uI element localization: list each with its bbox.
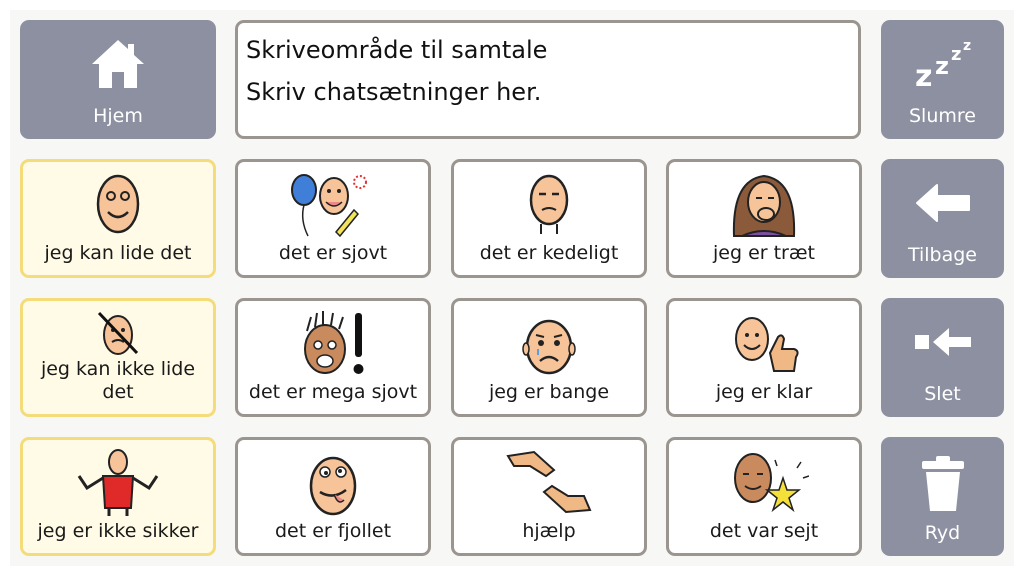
arrow-left-icon xyxy=(913,181,973,225)
phrase-label: jeg kan ikke lide det xyxy=(40,358,196,403)
phrase-label: jeg er ikke sikker xyxy=(37,520,199,542)
scared-face-icon xyxy=(514,309,584,379)
excited-face-icon xyxy=(293,309,373,379)
phrase-label: det er fjollet xyxy=(274,520,392,542)
phrase-it-is-boring[interactable] xyxy=(451,159,647,278)
phrase-that-was-cool[interactable] xyxy=(666,437,862,556)
phrase-it-is-mega-fun[interactable] xyxy=(235,298,431,417)
phrase-help[interactable] xyxy=(451,437,647,556)
phrase-label: det er mega sjovt xyxy=(248,381,418,403)
delete-label: Slet xyxy=(924,383,961,405)
svg-text:z: z xyxy=(934,52,949,80)
phrase-i-am-not-sure[interactable] xyxy=(20,437,216,556)
phrase-i-am-ready[interactable] xyxy=(666,298,862,417)
sleep-label: Slumre xyxy=(909,105,976,127)
phrase-i-am-tired[interactable] xyxy=(666,159,862,278)
star-face-icon xyxy=(719,448,809,518)
phrase-label: hjælp xyxy=(522,520,576,542)
party-face-icon xyxy=(288,170,378,240)
phrase-label: jeg kan lide det xyxy=(44,242,192,264)
silly-face-icon xyxy=(298,448,368,518)
helping-hands-icon xyxy=(504,448,594,516)
phrase-i-dont-like-it[interactable] xyxy=(20,298,216,417)
thumbs-up-face-icon xyxy=(724,309,804,379)
phrase-label: det er kedeligt xyxy=(479,242,619,264)
svg-text:z: z xyxy=(914,59,932,92)
sleep-icon xyxy=(913,36,973,92)
phrase-label: det var sejt xyxy=(709,520,819,542)
home-label: Hjem xyxy=(93,105,143,127)
delete-button[interactable] xyxy=(881,298,1004,417)
clear-button[interactable] xyxy=(881,437,1004,556)
sleep-button[interactable] xyxy=(881,20,1004,139)
composer-line-2: Skriv chatsætninger her. xyxy=(246,78,542,106)
phrase-label: jeg er bange xyxy=(488,381,610,403)
phrase-it-is-fun[interactable] xyxy=(235,159,431,278)
phrase-label: jeg er klar xyxy=(715,381,813,403)
backspace-icon xyxy=(913,324,973,360)
phrase-it-is-silly[interactable] xyxy=(235,437,431,556)
back-label: Tilbage xyxy=(907,244,978,266)
phrase-i-am-scared[interactable] xyxy=(451,298,647,417)
crossed-face-icon xyxy=(93,309,143,357)
smiling-face-icon xyxy=(88,170,148,236)
shrugging-person-icon xyxy=(73,448,163,516)
home-button[interactable] xyxy=(20,20,216,139)
composer-line-1: Skriveområde til samtale xyxy=(246,36,548,64)
trash-icon xyxy=(918,455,968,513)
phrase-i-like-it[interactable] xyxy=(20,159,216,278)
back-button[interactable] xyxy=(881,159,1004,278)
svg-text:z: z xyxy=(950,44,961,65)
phrase-label: det er sjovt xyxy=(278,242,388,264)
bored-face-icon xyxy=(519,170,579,236)
tired-person-icon xyxy=(724,170,804,240)
clear-label: Ryd xyxy=(924,522,961,544)
message-composer[interactable] xyxy=(235,20,861,139)
phrase-label: jeg er træt xyxy=(713,242,815,264)
svg-text:z: z xyxy=(962,38,971,54)
home-icon xyxy=(90,36,146,92)
